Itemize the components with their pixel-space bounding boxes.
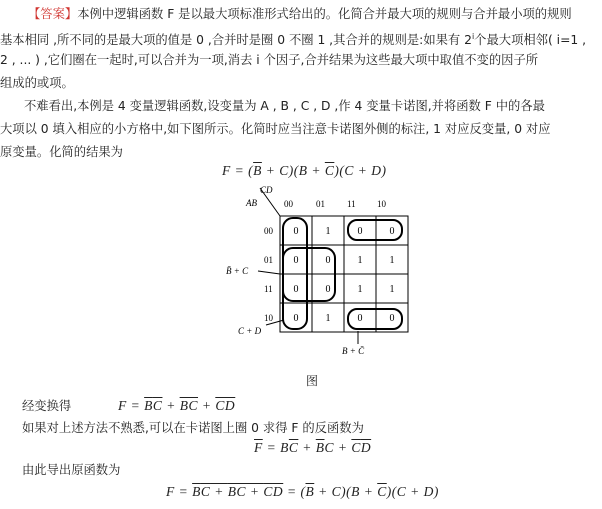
kmap-row-header: 01 bbox=[264, 255, 273, 265]
paragraph-1-text-1: 本例中逻辑函数 F 是以最大项标准形式给出的。化简合并最大项的规则与合并最小项的规则 bbox=[77, 7, 572, 21]
kmap-row-header: 10 bbox=[264, 313, 273, 323]
equation-complement: $\overline{F} = B\overline{C} + \overline{B}C + \overline{C}\overline{D}$ bbox=[254, 440, 372, 455]
paragraph-2-text-1: 不难看出,本例是 4 变量逻辑函数,设变量为 A , B , C , D ,作 4 变量卡诺图,并将函数 F 中的各最 bbox=[24, 99, 545, 113]
kmap-col-header: 00 bbox=[284, 199, 293, 209]
kmap-cell: 0 bbox=[389, 226, 395, 237]
group-label-b-plus-c-bar: B + C̄ bbox=[342, 346, 365, 356]
kmap-row-header: 00 bbox=[264, 226, 273, 236]
paragraph-1-line-2 bbox=[0, 29, 586, 48]
kmap-cell: 0 bbox=[325, 255, 331, 266]
kmap-corner-col: CD bbox=[260, 185, 273, 195]
kmap-col-header: 10 bbox=[377, 199, 386, 209]
paragraph-3 bbox=[22, 420, 364, 436]
kmap-cell: 0 bbox=[293, 255, 299, 266]
kmap-row-header: 11 bbox=[264, 284, 273, 294]
paragraph-3-text: 如果对上述方法不熟悉,可以在卡诺图上圈 0 求得 F 的反函数为 bbox=[22, 421, 364, 435]
exponent-i: i bbox=[471, 32, 475, 41]
paragraph-2-line-3 bbox=[0, 144, 123, 160]
kmap-cell: 0 bbox=[293, 284, 299, 295]
paragraph-4 bbox=[22, 462, 120, 478]
kmap-cell: 0 bbox=[357, 313, 363, 324]
kmap-cell: 0 bbox=[293, 226, 299, 237]
paragraph-1-line-1 bbox=[28, 6, 572, 22]
transform-label: 经变换得 bbox=[22, 399, 72, 413]
kmap-corner-row: AB bbox=[246, 198, 257, 208]
paragraph-1-line-4 bbox=[0, 75, 74, 91]
kmap-cell: 1 bbox=[325, 226, 331, 237]
paragraph-1-text-4: 组成的或项。 bbox=[0, 76, 74, 90]
kmap-cell: 0 bbox=[357, 226, 363, 237]
equation-original-function: F = BC + BC + CD = $(\overline{B} + C)(B + \overline{C})(C + D)$ bbox=[166, 484, 439, 499]
kmap-cell: 1 bbox=[389, 255, 395, 266]
karnaugh-map bbox=[224, 182, 410, 368]
transform-line bbox=[22, 398, 71, 414]
paragraph-1-text-3: 2 , ... ) ,它们圈在一起时,可以合并为一项,消去 i 个因子,合并结果为这些最大项中取值不变的因子所 bbox=[0, 53, 539, 67]
kmap-col-header: 11 bbox=[347, 199, 356, 209]
paragraph-1-text-2: 基本相同 ,所不同的是最大项的值是 0 ,合并时是圈 0 不圈 1 ,其合并的规则是:如果有 2 bbox=[0, 33, 472, 48]
paragraph-2-line-1 bbox=[24, 98, 545, 114]
equation-simplified-result: $F = (\overline{B} + C)(B + \overline{C})(C + D)$ bbox=[222, 163, 387, 178]
paragraph-2-line-2 bbox=[0, 121, 551, 137]
kmap-cell: 1 bbox=[357, 255, 363, 266]
kmap-col-header: 01 bbox=[316, 199, 325, 209]
paragraph-2-text-2: 大项以 0 填入相应的小方格中,如下图所示。化简时应当注意卡诺图外侧的标注, 1 对应反变量, 0 对应 bbox=[0, 122, 551, 136]
kmap-cell: 1 bbox=[389, 284, 395, 295]
figure-caption: 图 bbox=[306, 374, 319, 388]
paragraph-2-text-3: 原变量。化简的结果为 bbox=[0, 145, 123, 159]
equation-transformed: F = BC + BC + CD bbox=[118, 398, 236, 413]
kmap-cell: 0 bbox=[389, 313, 395, 324]
kmap-cell: 1 bbox=[325, 313, 331, 324]
group-label-c-plus-d: C + D bbox=[238, 326, 262, 336]
kmap-cell: 0 bbox=[325, 284, 331, 295]
answer-tag: 【答案】 bbox=[28, 7, 78, 21]
kmap-cell: 0 bbox=[293, 313, 299, 324]
kmap-cell: 1 bbox=[357, 284, 363, 295]
paragraph-1-line-3 bbox=[0, 52, 538, 68]
label-leader-b-bar-plus-c bbox=[258, 271, 280, 274]
paragraph-4-text: 由此导出原函数为 bbox=[22, 463, 121, 477]
paragraph-1-text-2-tail: 个最大项相邻( i=1 , bbox=[474, 33, 587, 48]
group-label-b-bar-plus-c: B̄ + C bbox=[226, 266, 249, 276]
